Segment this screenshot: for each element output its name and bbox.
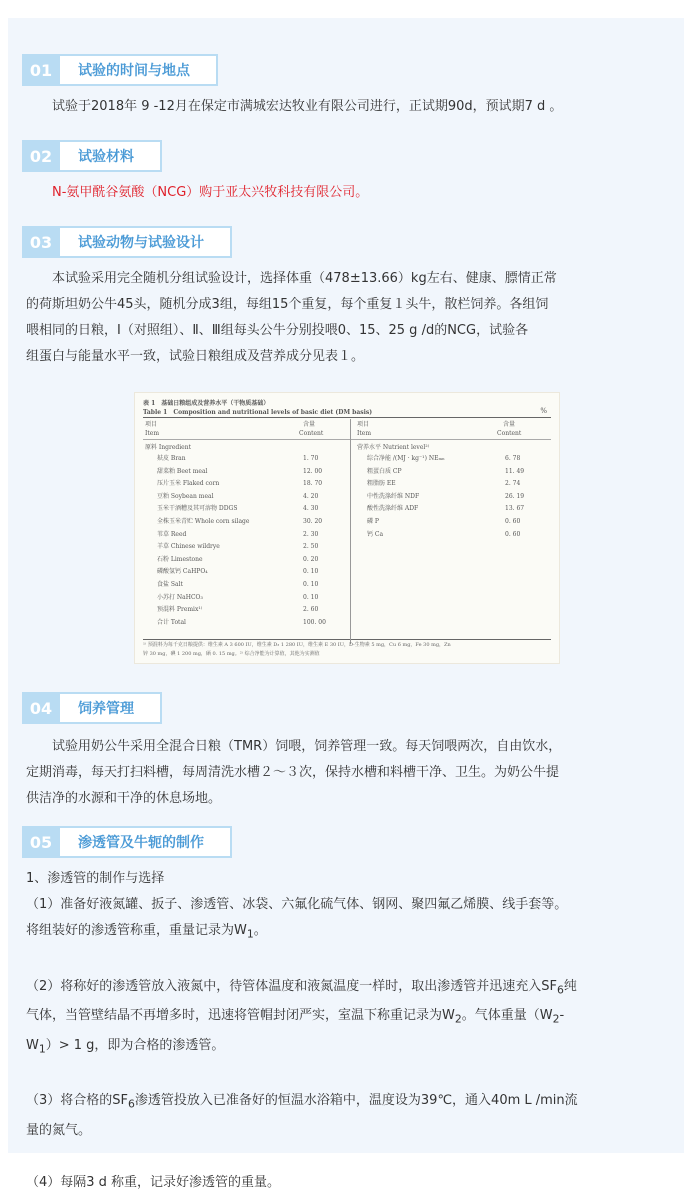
table-cell-item: 磷 P (367, 518, 379, 525)
text-line: （1）准备好液氮罐、扳子、渗透管、冰袋、六氟化硫气体、钢网、聚四氟乙烯膜、线手套等。 (26, 897, 568, 912)
text-span: 渗透管投放入已准备好的恒温水浴箱中，温度设为39℃，通入40m L /min流 (134, 1093, 578, 1109)
text-line: 试验于2018年 9 -12月在保定市满城宏达牧业有限公司进行，正试期90d，预试期7 d 。 (52, 99, 563, 114)
table-header: 含量 (503, 421, 516, 428)
text-span: 气体，当管壁结晶不再增多时，迅速将管帽封闭严实，室温下称重记录为W (26, 1008, 455, 1024)
text-line: 的荷斯坦奶公牛45头，随机分成3组，每组15个重复，每个重复１头牛，散栏饲养。各组饲 (26, 297, 549, 312)
table-header: Content (497, 430, 522, 437)
table-header: 项目 (145, 421, 158, 428)
subscript: 2 (454, 1012, 462, 1026)
table-rule (143, 417, 551, 418)
section-header-02 (22, 140, 162, 172)
text-line: 供洁净的水源和干净的休息场地。 (26, 791, 222, 806)
table-cell-item: 综合净能 /(MJ · kg⁻¹) NEₘₙ (367, 455, 445, 462)
table-unit: % (540, 407, 547, 415)
subscript: 6 (128, 1097, 135, 1111)
text-span: （3）将合格的SF (26, 1093, 129, 1109)
section-header-01 (22, 54, 218, 86)
text-line: 试验用奶公牛采用全混合日粮（TMR）饲喂，饲养管理一致。每天饲喂两次，自由饮水， (52, 739, 562, 754)
table-cell-value: 11. 49 (505, 467, 525, 475)
text-line: 量的氮气。 (26, 1122, 92, 1138)
text-line: 组蛋白与能量水平一致，试验日粮组成及营养成分见表１。 (26, 349, 365, 364)
table-header: 含量 (303, 421, 316, 428)
table-cell-value: 0. 60 (505, 530, 521, 538)
table-cell-value: 1. 70 (303, 455, 319, 462)
table-cell-item: 豆粕 Soybean meal (157, 492, 214, 500)
table-cell-value: 0. 10 (303, 568, 319, 576)
table-rule (143, 439, 551, 440)
section-title: 试验材料 (60, 140, 162, 172)
table-cell-item: 小苏打 NaHCO₃ (157, 593, 203, 601)
section-title: 试验动物与试验设计 (60, 226, 232, 258)
table-caption-en: Table 1 Composition and nutritional levels of basic diet (DM basis) (143, 409, 373, 416)
table-caption-cn: 表 1 基础日粮组成及营养水平（干物质基础） (143, 400, 270, 407)
table-cell-value: 18. 70 (303, 480, 323, 488)
table-cell-item: 磷酸氢钙 CaHPO₄ (157, 568, 208, 576)
text-line: N-氨甲酰谷氨酸（NCG）购于亚太兴牧科技有限公司。 (52, 185, 369, 200)
paragraph-materials (26, 180, 666, 206)
table-cell-item: 钙 Ca (367, 530, 384, 538)
paragraph-permeation-tube (26, 866, 666, 1196)
paragraph-management (26, 734, 666, 812)
table-cell-item: 麸皮 Bran (157, 455, 186, 462)
table-cell-item: 食盐 Salt (157, 581, 183, 588)
table-cell-value: 2. 30 (303, 530, 319, 538)
table-cell-value: 100. 00 (303, 618, 326, 626)
text-line: （4）每隔3 d 称重，记录好渗透管的重量。 (26, 1174, 281, 1190)
text-line: 定期消毒，每天打扫料槽，每周清洗水槽２～３次，保持水槽和料槽干净、卫生。为奶公牛提 (26, 765, 560, 780)
text-span: 。 (253, 923, 267, 938)
diet-composition-table (134, 392, 560, 664)
paragraph-design (26, 266, 666, 370)
subscript: 1 (38, 1042, 46, 1056)
section-number: 04 (22, 692, 60, 724)
section-header-04 (22, 692, 162, 724)
table-cell-value: 2. 60 (303, 606, 319, 614)
table-cell-item: 压片玉米 Flaked corn (157, 480, 220, 488)
table-cell-value: 0. 10 (303, 593, 319, 601)
table-cell-item: 全株玉米青贮 Whole corn silage (157, 518, 250, 525)
table-header: Item (145, 430, 160, 437)
section-number: 02 (22, 140, 60, 172)
section-title: 渗透管及牛轭的制作 (60, 826, 232, 858)
table-cell-value: 0. 20 (303, 555, 319, 563)
text-span: （2）将称好的渗透管放入液氮中，待管体温度和液氮温度一样时，取出渗透管并迅速充入SF (26, 978, 558, 994)
table-cell-value: 0. 60 (505, 518, 521, 525)
text-line (26, 918, 666, 948)
table-cell-value: 4. 30 (303, 505, 319, 513)
subscript: 1 (246, 927, 254, 941)
table-cell-item: 中性洗涤纤维 NDF (367, 492, 420, 500)
table-cell-value: 2. 74 (505, 480, 521, 488)
section-header-05 (22, 826, 232, 858)
text-span: - (559, 1008, 565, 1024)
table-cell-value: 26. 19 (505, 492, 525, 500)
table-rule (143, 639, 551, 640)
footnote-line: 锌 30 mg，碘 1 200 mg，硒 0. 15 mg。²⁾ 综合净能为计算值，其他为实测值 (143, 651, 320, 657)
text-span: W (26, 1037, 39, 1053)
table-cell-value: 2. 50 (303, 543, 319, 551)
text-span: 将组装好的渗透管称重，重量记录为W (26, 923, 247, 938)
table-cell-item: 甜菜粕 Beet meal (157, 467, 208, 475)
spacer (26, 948, 666, 974)
spacer (26, 1062, 666, 1088)
table-cell-item: 苇草 Reed (157, 530, 187, 538)
subscript: 2 (552, 1012, 560, 1026)
table-footnote (143, 641, 551, 659)
text-line (26, 1003, 666, 1033)
table-cell-item: 粗蛋白质 CP (367, 467, 402, 475)
table-group-label: 营养水平 Nutrient level²⁾ (357, 444, 430, 451)
section-number: 05 (22, 826, 60, 858)
text-line: 1、渗透管的制作与选择 (26, 871, 165, 886)
text-line (26, 974, 666, 1004)
table-cell-item: 合计 Total (157, 618, 186, 626)
section-title: 试验的时间与地点 (60, 54, 218, 86)
table-header: 项目 (357, 421, 370, 428)
text-line: 本试验采用完全随机分组试验设计，选择体重（478±13.66）kg左右、健康、膘情正常 (52, 271, 557, 286)
table-cell-item: 预混料 Premix¹⁾ (157, 606, 203, 614)
table-cell-value: 13. 67 (505, 505, 525, 513)
table-header: Content (299, 430, 324, 437)
table-cell-value: 4. 20 (303, 492, 319, 500)
text-span: 。气体重量（W (461, 1008, 553, 1024)
section-title: 饲养管理 (60, 692, 162, 724)
table-cell-item: 玉米干酒糟及其可溶物 DDGS (157, 505, 238, 513)
text-line (26, 1088, 666, 1118)
text-span: 纯 (563, 978, 577, 994)
table-cell-item: 粗脂肪 EE (367, 480, 396, 488)
table-cell-item: 酸性洗涤纤维 ADF (367, 505, 419, 513)
section-number: 03 (22, 226, 60, 258)
text-line (26, 1033, 666, 1063)
table-cell-value: 6. 78 (505, 455, 521, 462)
spacer (26, 1144, 666, 1170)
section-number: 01 (22, 54, 60, 86)
table-cell-item: 羊草 Chinese wildrye (157, 543, 220, 551)
table-cell-value: 30. 20 (303, 518, 323, 525)
paragraph-time-place (26, 94, 666, 120)
subscript: 6 (557, 983, 564, 997)
footnote-line: ¹⁾ 预混料为每千克日粮提供：维生素 A 3 600 IU，维生素 D₃ 1 280 IU，维生素 E 30 IU，D-生物素 5 mg，Cu 6 mg，Fe 30 mg，Zn (143, 642, 451, 648)
table-cell-value: 12. 00 (303, 467, 323, 475)
text-span: ）> 1 g，即为合格的渗透管。 (45, 1037, 225, 1053)
section-header-03 (22, 226, 232, 258)
table-cell-value: 0. 10 (303, 581, 319, 588)
table-header: Item (357, 430, 372, 437)
table-group-label: 原料 Ingredient (145, 444, 191, 451)
table-divider (350, 419, 351, 644)
text-line: 喂相同的日粮，Ⅰ（对照组）、Ⅱ、Ⅲ组每头公牛分别投喂0、15、25 g /d的NCG，试验各 (26, 323, 529, 338)
table-cell-item: 石粉 Limestone (157, 555, 203, 563)
